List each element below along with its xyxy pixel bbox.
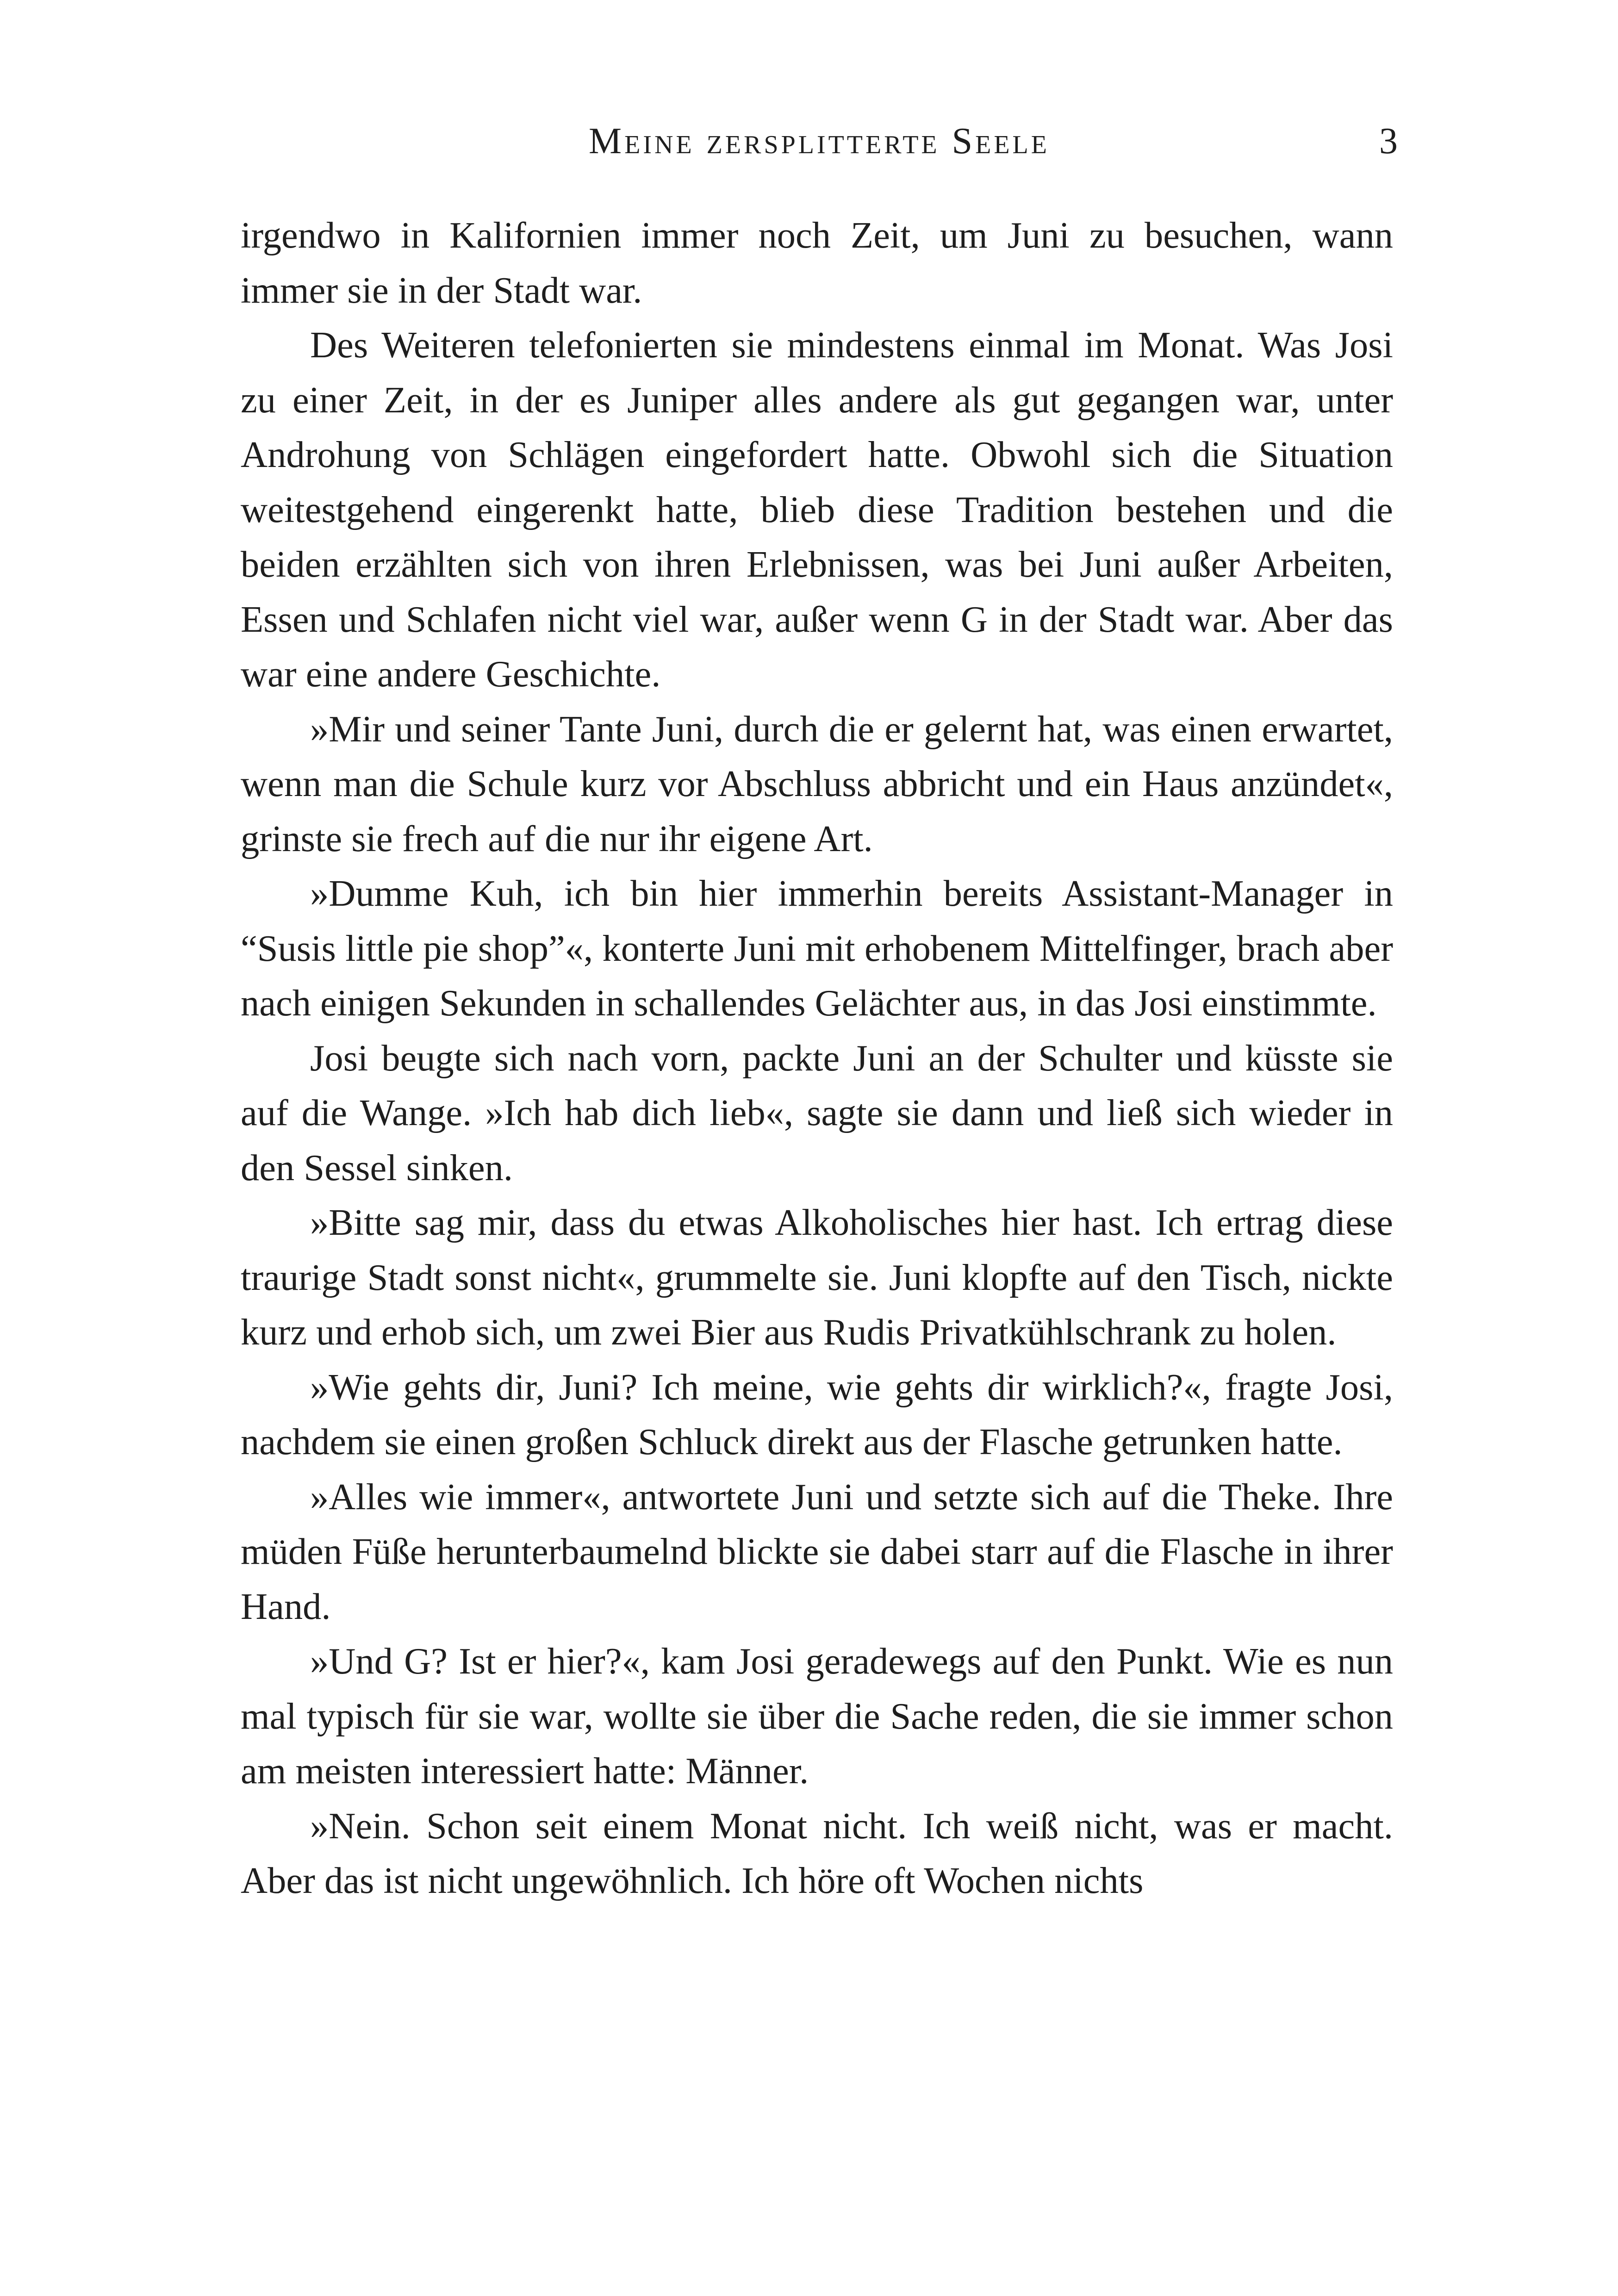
paragraph: »Wie gehts dir, Juni? Ich meine, wie gehts dir wirklich?«, fragte Josi, nachdem sie einen großen Schluck direkt aus der Flasche getrunken hatte. [241, 1366, 1393, 1462]
paragraph: »Mir und seiner Tante Juni, durch die er gelernt hat, was einen erwartet, wenn man die Schule kurz vor Abschluss abbricht und ein Haus anzündet«, grinste sie frech auf die nur ihr eigene Art. [241, 708, 1393, 859]
running-head [241, 118, 1398, 169]
page-number: 3 [1379, 121, 1398, 162]
running-title: Meine zersplitterte Seele [589, 121, 1050, 162]
paragraph: Josi beugte sich nach vorn, packte Juni an der Schulter und küsste sie auf die Wange. »Ich hab dich lieb«, sagte sie dann und ließ sich wieder in den Sessel sinken. [241, 1037, 1393, 1188]
paragraph: »Alles wie immer«, antwortete Juni und setzte sich auf die Theke. Ihre müden Füße herunterbaumelnd blickte sie dabei starr auf die Flasche in ihrer Hand. [241, 1476, 1393, 1627]
paragraph: »Und G? Ist er hier?«, kam Josi geradewegs auf den Punkt. Wie es nun mal typisch für sie war, wollte sie über die Sache reden, die sie immer schon am meisten interessiert hatte: Männer. [241, 1641, 1393, 1792]
paragraph: »Nein. Schon seit einem Monat nicht. Ich weiß nicht, was er macht. Aber das ist nicht ungewöhnlich. Ich höre oft Wochen nichts [241, 1805, 1393, 1901]
body-text [241, 208, 1393, 1909]
paragraph: »Bitte sag mir, dass du etwas Alkoholisches hier hast. Ich ertrag diese traurige Stadt sonst nicht«, grummelte sie. Juni klopfte auf den Tisch, nickte kurz und erhob sich, um zwei Bier aus Rudis Privatkühlschrank zu holen. [241, 1202, 1393, 1353]
paragraph: Des Weiteren telefonierten sie mindestens einmal im Monat. Was Josi zu einer Zeit, in der es Juniper alles andere als gut gegangen war, unter Androhung von Schlägen eingefordert hatte. Obwohl sich die Situation weitestgehend eingerenkt hatte, blieb diese Tradition bestehen und die beiden erzählten sich von ihren Erlebnissen, was bei Juni außer Arbeiten, Essen und Schlafen nicht viel war, außer wenn G in der Stadt war. Aber das war eine andere Geschichte. [241, 324, 1393, 695]
paragraph: irgendwo in Kalifornien immer noch Zeit, um Juni zu besuchen, wann immer sie in der Stadt war. [241, 215, 1393, 311]
paragraph: »Dumme Kuh, ich bin hier immerhin bereits Assistant-Manager in “Susis little pie shop”«, konterte Juni mit erhobenem Mittelfinger, brach aber nach einigen Sekunden in schallendes Gelächter aus, in das Josi einstimmte. [241, 873, 1393, 1024]
